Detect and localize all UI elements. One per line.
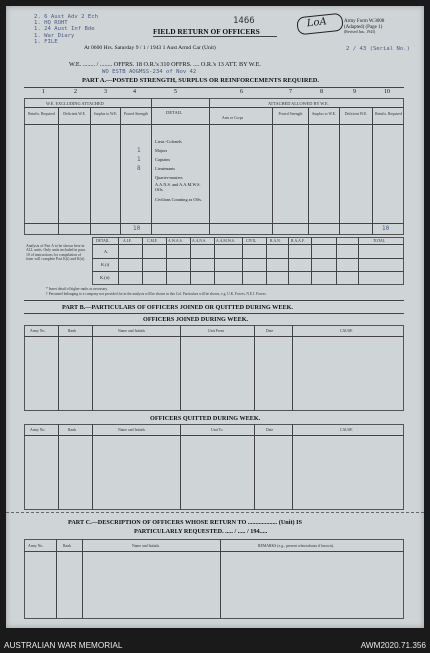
joined-table <box>24 325 404 411</box>
distribution-item: 2. 6 Aust Adv 2 Ech <box>34 14 98 20</box>
accession-number: AWM2020.71.356 <box>360 641 426 650</box>
rank-label: Lieut.-Colonels <box>155 139 182 144</box>
col-number: 2 <box>74 89 77 95</box>
rank-label: Majors <box>155 148 168 153</box>
distribution-list <box>34 14 98 45</box>
quitted-col-head: Date <box>266 428 274 432</box>
col-number: 9 <box>353 89 356 95</box>
joined-col-head: Name and Initials <box>118 329 145 333</box>
col-head: Reinfts. Required <box>28 112 55 116</box>
analysis-note: Analysis of Part A to be shown here in ALL units. Only units included in para. 10 of instructions for compilation of form will complete Part K(i) and K(ii). <box>26 244 86 262</box>
col-head: Posted Strength <box>124 112 148 116</box>
establishment-ref: WO ESTB AOGMSS-234 of Nov 42 <box>102 69 197 75</box>
distribution-item: 1. War Diary <box>34 32 75 39</box>
distribution-item: 1. HQ ROHT <box>34 20 68 27</box>
part-c-col-head: Rank <box>63 544 72 548</box>
col-number: 7 <box>289 89 292 95</box>
analysis-head: TOTAL <box>373 239 386 243</box>
serial-stamp: 1466 <box>233 16 255 26</box>
form-title: FIELD RETURN OF OFFICERS <box>153 27 260 36</box>
quitted-col-head: CAUSE <box>340 428 353 432</box>
analysis-head: DETAIL <box>96 239 110 243</box>
col-head: Deficient W.E. <box>344 112 368 116</box>
quitted-col-head: Army No. <box>30 428 46 432</box>
serial-number: 2 / 43 (Serial No.) <box>346 46 410 52</box>
quitted-heading: OFFICERS QUITTED DURING WEEK. <box>150 415 261 422</box>
col-number: 8 <box>320 89 323 95</box>
part-c-col-head: REMARKS (e.g., present whereabouts if known). <box>258 544 334 548</box>
quitted-col-head: Name and Initials <box>118 428 145 432</box>
joined-col-head: Unit From <box>208 329 224 333</box>
distribution-item: 1. 24 Aust Inf Bde <box>34 26 95 33</box>
army-form-adapted: (Adapted) (Page 1) <box>344 24 383 30</box>
army-form-revised: (Revised Jan., 1943) <box>344 30 376 35</box>
rank-label: A.A.N.S. and A.A.M.W.S. Offs. <box>155 182 201 192</box>
col-head: Surplus to W.E. <box>312 112 336 116</box>
form-sheet <box>6 6 424 628</box>
rank-label: Lieutenants <box>155 166 176 171</box>
part-a-heading: PART A.—POSTED STRENGTH, SURPLUS OR REINFORCEMENTS REQUIRED. <box>82 77 319 84</box>
col-number: 1 <box>42 89 45 95</box>
reinforcements-total: 10 <box>382 225 390 232</box>
analysis-head: R.A.A.F. <box>291 239 305 243</box>
army-form-number: Army Form W.3008 <box>344 19 385 24</box>
footnote-1: * Insert detail of higher ranks as necessary. <box>46 287 108 291</box>
we-excluding-label: W.E. EXCLUDING ATTACHED <box>46 101 104 106</box>
col-head: Posted Strength <box>278 112 303 116</box>
joined-col-head: Date <box>266 329 274 333</box>
quitted-col-head: Unit To <box>211 428 223 432</box>
part-c-subheading: PARTICULARLY REQUESTED. ..... / ..... / 194..... <box>134 528 268 535</box>
analysis-row-label: A. <box>104 249 109 254</box>
signature: LoA <box>306 16 328 30</box>
part-c-col-head: Army No. <box>28 544 44 548</box>
posted-strength-total: 10 <box>133 225 141 232</box>
signature-stamp <box>296 13 344 36</box>
analysis-row-label: K.(i) <box>101 262 110 267</box>
joined-col-head: Army No. <box>30 329 46 333</box>
rank-label: Captains <box>155 157 171 162</box>
part-b-heading: PART B.—PARTICULARS OF OFFICERS JOINED OR QUITTED DURING WEEK. <box>62 304 293 311</box>
analysis-head: A.A.M.W.S. <box>216 239 235 243</box>
analysis-head: CIVIL <box>246 239 257 243</box>
analysis-head: A.A.N.S. <box>192 239 207 243</box>
rank-label: Quarter-masters <box>155 175 183 180</box>
distribution-item: 1. FILE <box>34 38 58 45</box>
rank-label: Civilians Counting as Offs. <box>155 197 202 202</box>
part-c-col-head: Name and Initials. <box>132 544 160 548</box>
analysis-head: A.W.A.S. <box>168 239 183 243</box>
col-number: 3 <box>104 89 107 95</box>
col-head: Reinfts. Required <box>375 112 402 116</box>
col-head: DETAIL <box>166 110 183 115</box>
institution-label: AUSTRALIAN WAR MEMORIAL <box>4 641 123 650</box>
part-a-table <box>24 98 404 235</box>
analysis-head: C.M.F. <box>147 239 158 243</box>
strength-line: W.E. ........ / ........ OFFRS. 18 O.R.'s 310 OFFRS. .... O.R.'s 13 ATT. BY W.E. <box>69 61 261 68</box>
joined-col-head: Rank <box>68 329 77 333</box>
analysis-head: A.I.F. <box>123 239 132 243</box>
quitted-table <box>24 424 404 510</box>
fold-line <box>6 512 424 513</box>
army-form-ref <box>344 19 384 36</box>
posted-strength-value: 1 <box>137 156 141 163</box>
footnote-2: † Personnel belonging to a company not provided for in the analysis will be shown in this Col. Particulars will be shown, e.g. U.K. Forces, N.E.I. Forces. <box>46 292 267 296</box>
joined-col-head: CAUSE <box>340 329 353 333</box>
analysis-row-label: K.(ii) <box>100 275 110 280</box>
date-unit-line: At 0600 Hrs. Saturday 9 / 1 / 1943 1 Aust Armd Car (Unit) <box>84 45 216 51</box>
caption-bar <box>0 639 430 653</box>
quitted-col-head: Rank <box>68 428 77 432</box>
col-number: 10 <box>384 89 390 95</box>
analysis-head: R.A.N. <box>270 239 281 243</box>
col-number: 4 <box>133 89 136 95</box>
joined-heading: OFFICERS JOINED DURING WEEK. <box>143 316 249 323</box>
attached-allowed-label: ATTACHED ALLOWED BY W.E. <box>268 101 329 106</box>
col-head: Arm or Corps <box>222 116 244 120</box>
part-c-heading: PART C.—DESCRIPTION OF OFFICERS WHOSE RETURN TO ................... (Unit) IS <box>68 519 302 526</box>
col-number: 5 <box>174 89 177 95</box>
col-number: 6 <box>240 89 243 95</box>
posted-strength-value: 8 <box>137 165 141 172</box>
posted-strength-value: 1 <box>137 147 141 154</box>
col-head: Deficient W.E. <box>63 112 86 116</box>
col-head: Surplus to W.E. <box>93 112 118 116</box>
